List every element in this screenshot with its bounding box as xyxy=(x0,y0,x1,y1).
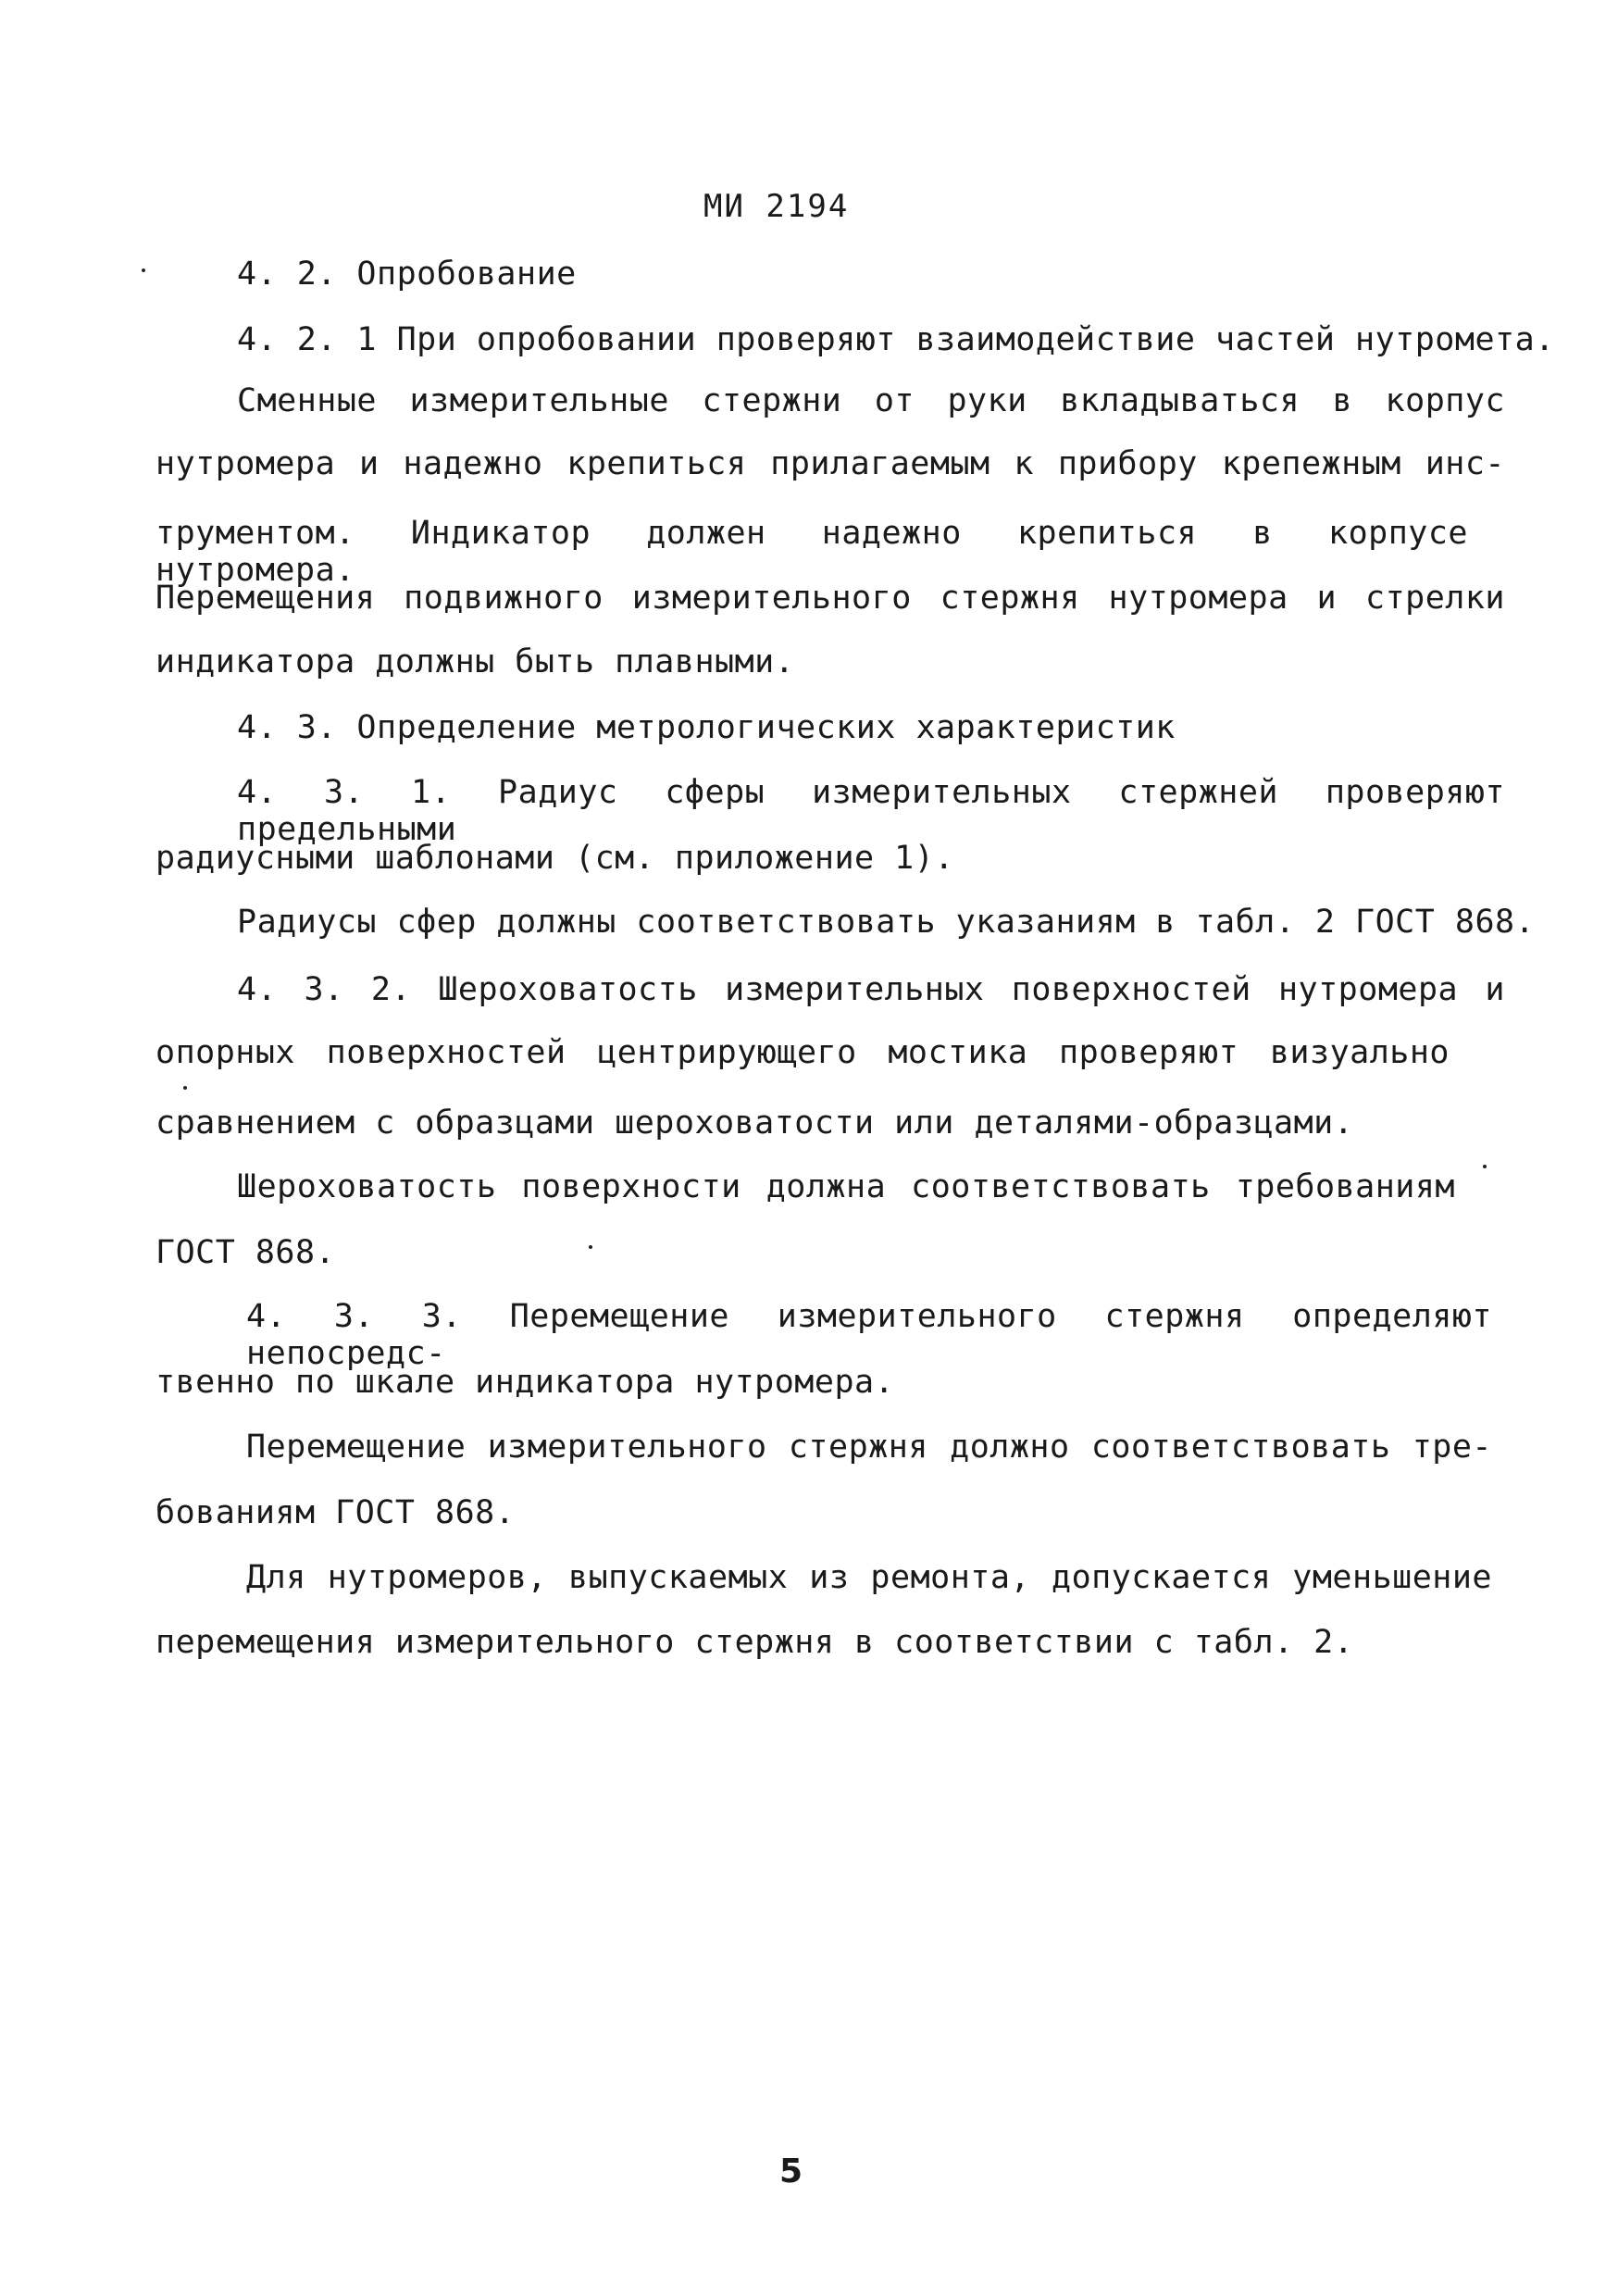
text-line: радиусными шаблонами (см. приложение 1). xyxy=(156,840,954,877)
text-line: сравнением с образцами шероховатости или деталями-образцами. xyxy=(156,1104,1354,1142)
text-line: твенно по шкале индикатора нутромера. xyxy=(156,1364,895,1401)
text-line: Для нутромеров, выпускаемых из ремонта, допускается уменьшение xyxy=(246,1559,1492,1596)
scan-speck xyxy=(589,1245,592,1249)
paragraph-4-3-3: 4. 3. 3. Перемещение измерительного стержня определяют непосредс- xyxy=(246,1298,1492,1372)
paragraph-4-3-2: 4. 3. 2. Шероховатость измерительных поверхностей нутромера и xyxy=(237,971,1505,1008)
text-line: Перемещения подвижного измерительного стержня нутромера и стрелки xyxy=(156,580,1505,617)
paragraph-4-2-1: 4. 2. 1 При опробовании проверяют взаимодействие частей нутромета. xyxy=(237,321,1555,358)
text-line: Сменные измерительные стержни от руки вкладываться в корпус xyxy=(237,382,1505,419)
text-line: трументом. Индикатор должен надежно крепиться в корпусе нутромера. xyxy=(156,515,1468,589)
text-line: индикатора должны быть плавными. xyxy=(156,643,795,680)
text-line: Радиусы сфер должны соответствовать указаниям в табл. 2 ГОСТ 868. xyxy=(237,904,1536,941)
section-heading-4-3: 4. 3. Определение метрологических характеристик xyxy=(237,709,1176,746)
text-line: бованиям ГОСТ 868. xyxy=(156,1494,516,1531)
scan-speck xyxy=(183,1086,187,1090)
scan-speck xyxy=(142,268,145,272)
text-line: Перемещение измерительного стержня должно соответствовать тре- xyxy=(246,1429,1492,1466)
page-number: 5 xyxy=(779,2152,803,2190)
text-line: перемещения измерительного стержня в соответствии с табл. 2. xyxy=(156,1624,1354,1661)
text-line: Шероховатость поверхности должна соответствовать требованиям xyxy=(237,1168,1455,1205)
text-line: опорных поверхностей центрирующего мостика проверяют визуально xyxy=(156,1034,1450,1071)
document-code: МИ 2194 xyxy=(703,188,850,225)
text-line: ГОСТ 868. xyxy=(156,1234,336,1271)
paragraph-4-3-1: 4. 3. 1. Радиус сферы измерительных стержней проверяют предельными xyxy=(237,774,1505,848)
section-heading-4-2: 4. 2. Опробование xyxy=(237,256,577,293)
scan-speck xyxy=(1483,1165,1487,1168)
text-line: нутромера и надежно крепиться прилагаемым к прибору крепежным инс- xyxy=(156,445,1505,482)
